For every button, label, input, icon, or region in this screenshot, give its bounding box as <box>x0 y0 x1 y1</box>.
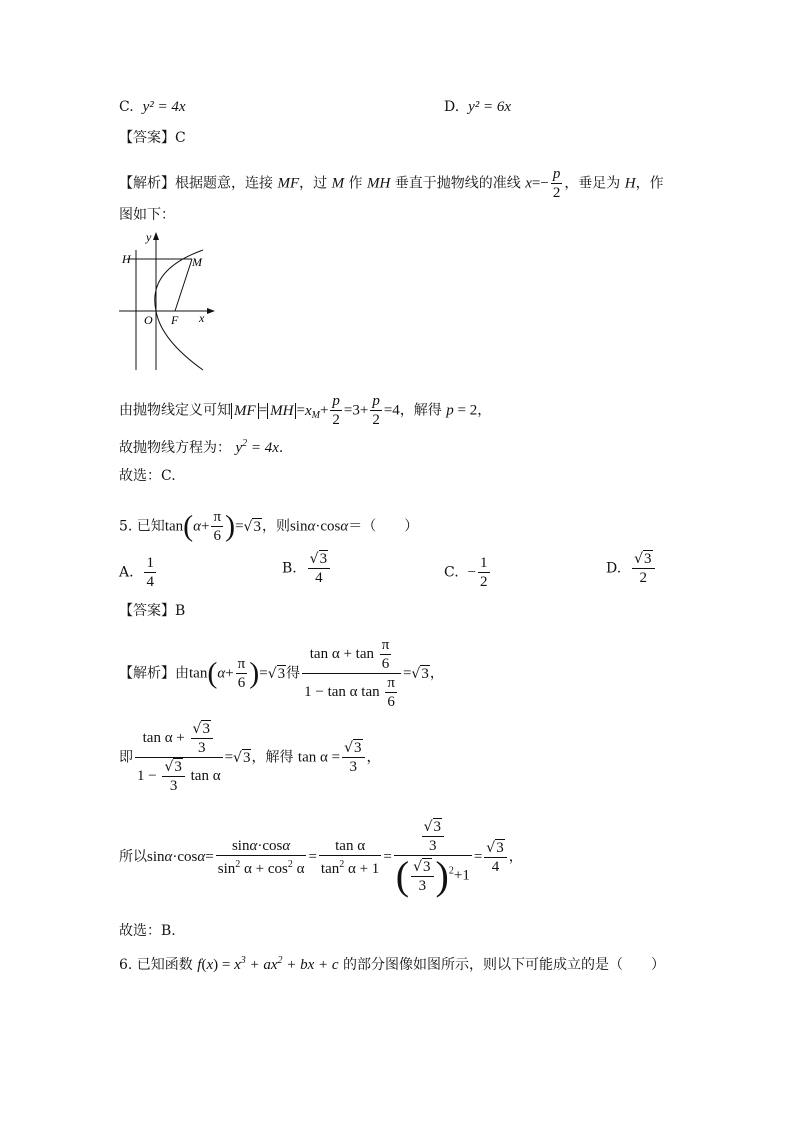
mf-segment <box>175 259 192 311</box>
q5-option-a-value: $\frac{1}{4}$ <box>146 555 154 590</box>
tan-sum-formula: tan α + tan $\frac{\pi}{6}$ 1 − tan α tan $\frac{\pi}{6}$ <box>302 636 401 711</box>
frac-p-over-2: $\frac{p}{2}$ <box>552 166 561 201</box>
q5-analysis-line3: 所以sinα·cosα= $\frac{\sin\alpha\cdot\cos\alpha}{\sin^2 \alpha + \cos^2 \alpha}$ = $\frac{\text{tan α}}{\tan^2 \alpha + 1}$ = $\frac{√3}{3}$ ( $\frac{√3}{3}$ )$^2$+1 = $\frac{√3}{4}$ ， <box>119 819 523 898</box>
q5-option-d-value: $\frac{√3}{2}$ <box>632 550 654 587</box>
substituted-formula: tan α + $\frac{√3}{3}$ 1 − $\frac{√3}{3}$ tan α <box>137 721 221 794</box>
q4-analysis-head: 【解析】 <box>119 175 175 192</box>
q4-option-c: C. y² = 4x <box>119 99 186 115</box>
label-f: F <box>171 313 179 327</box>
q4-analysis-line1: 【解析】根据题意，连接 MF，过 M 作 MH 垂直于抛物线的准线 x=− $\frac{p}{2}$ ，垂足为 H，作 <box>119 166 664 201</box>
q5-answer: 【答案】B <box>119 603 186 619</box>
parabola-figure <box>119 230 229 375</box>
q5-option-a: A. $\frac{1}{4}$ <box>119 555 154 590</box>
q4-analysis-line2: 图如下： <box>119 207 175 223</box>
q4-option-d-equation: y² = 6x <box>468 99 512 115</box>
q4-answer: 【答案】C <box>119 130 186 146</box>
q4-option-c-equation: y² = 4x <box>142 99 186 115</box>
y-axis-arrow <box>153 232 159 240</box>
final-fraction: $\frac{√3}{3}$ ( $\frac{√3}{3}$ )$^2$+1 <box>395 819 470 898</box>
q5-option-c-value: $\frac{1}{2}$ <box>480 555 488 590</box>
q5-choose: 故选：B. <box>119 923 176 939</box>
q5-stem: 5. 已知tan(α+ $\frac{\pi}{6}$ )=√3，则sinα·cosα＝（ ） <box>119 509 419 544</box>
q4-option-d: D. y² = 6x <box>444 99 512 115</box>
q4-definition-line: 由抛物线定义可知 MF = MH $=x_M+$ $\frac{p}{2}$ =3+ $\frac{p}{2}$ =4，解得 p = 2， <box>119 393 492 428</box>
q5-option-b-value: $\frac{√3}{4}$ <box>308 550 330 587</box>
q5-option-d: D. $\frac{√3}{2}$ <box>606 550 657 587</box>
label-h: H <box>122 252 131 266</box>
q5-option-b: B. $\frac{√3}{4}$ <box>282 550 332 587</box>
q4-choose: 故选：C. <box>119 468 176 484</box>
label-m: M <box>192 255 202 269</box>
q4-conclusion: 故抛物线方程为： $y^2 = 4x$. <box>119 438 284 456</box>
q5-analysis-line2: 即 tan α + $\frac{√3}{3}$ 1 − $\frac{√3}{3}$ tan α =√3，解得 tan α = $\frac{√3}{3}$ ， <box>119 721 381 794</box>
label-x: x <box>199 311 205 325</box>
q5-analysis-line1: 【解析】由tan(α+ $\frac{\pi}{6}$ )=√3得 tan α + tan $\frac{\pi}{6}$ 1 − tan α tan $\frac{\pi}{6}$ =√3， <box>119 637 444 710</box>
x-axis-arrow <box>207 308 215 314</box>
q6-stem: 6. 已知函数 $f(x) = x^3 + ax^2$ + bx + c 的部分图像如图所示，则以下可能成立的是（ ） <box>119 955 666 973</box>
q5-option-c: C. − $\frac{1}{2}$ <box>444 555 488 590</box>
label-y: y <box>146 230 152 244</box>
label-o: O <box>144 313 153 327</box>
